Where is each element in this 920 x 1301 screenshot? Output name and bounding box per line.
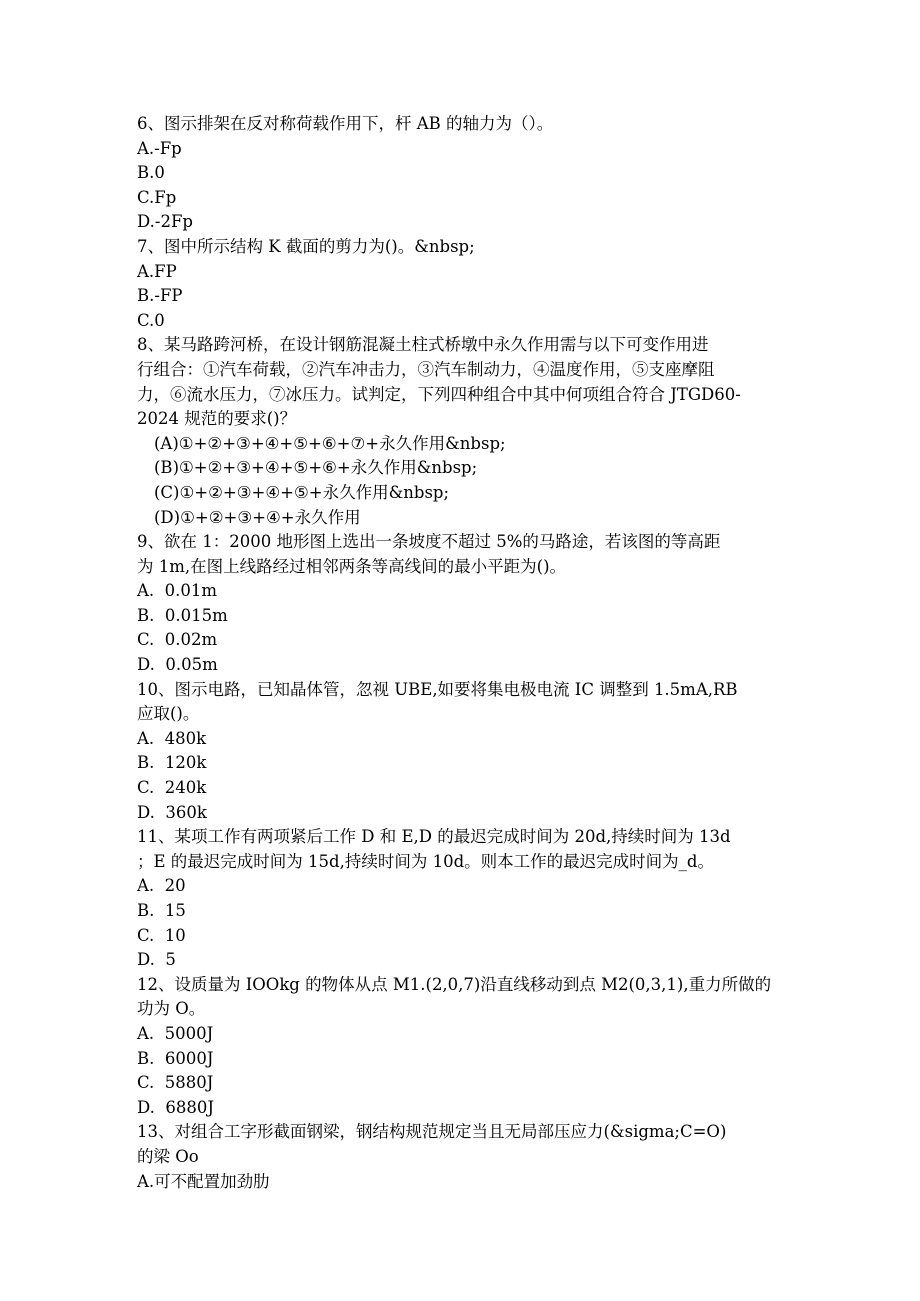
text-line: (C)①+②+③+④+⑤+永久作用&nbsp; [154, 482, 450, 502]
text-line: A.可不配置加劲肋 [137, 1171, 270, 1191]
text-line: 为 1m,在图上线路经过相邻两条等高线间的最小平距为()。 [137, 556, 567, 576]
text-line: A. 0.01m [137, 581, 218, 601]
text-line: B. 0.015m [137, 605, 228, 625]
text-line: B.-FP [137, 286, 183, 306]
text-line: C. 240k [137, 778, 207, 798]
document-body [137, 112, 787, 1194]
text-line: 8、某马路跨河桥，在设计钢筋混凝土柱式桥墩中永久作用需与以下可变作用进 [137, 335, 709, 355]
text-line: 6、图示排架在反对称荷载作用下，杆 AB 的轴力为（）。 [137, 114, 554, 133]
text-line: B. 6000J [137, 1048, 214, 1068]
text-line: C. 0.02m [137, 630, 218, 650]
text-line: A.-Fp [137, 138, 182, 158]
text-line: 的梁 Oo [137, 1146, 199, 1166]
text-line: A. 480k [137, 728, 207, 748]
text-line: 13、对组合工字形截面钢梁，钢结构规范规定当且无局部压应力(&sigma;C=O) [137, 1122, 727, 1142]
text-line: D. 6880J [137, 1097, 214, 1117]
text-line: (B)①+②+③+④+⑤+⑥+永久作用&nbsp; [154, 458, 478, 478]
text-line: (A)①+②+③+④+⑤+⑥+⑦+永久作用&nbsp; [154, 433, 506, 453]
text-line: 9、欲在 1：2000 地形图上选出一条坡度不超过 5%的马路途，若该图的等高距 [137, 532, 721, 552]
text-line: C.Fp [137, 187, 177, 207]
text-line: C. 5880J [137, 1073, 214, 1093]
text-line: D. 0.05m [137, 655, 218, 675]
text-line: A. 20 [137, 876, 186, 896]
text-line: 应取()。 [137, 704, 200, 724]
text-line: A. 5000J [137, 1023, 214, 1043]
text-line: (D)①+②+③+④+永久作用 [154, 507, 361, 527]
text-line: 12、设质量为 IOOkg 的物体从点 M1.(2,0,7)沿直线移动到点 M2(0,3,1),重力所做的 [137, 974, 772, 994]
text-line: 11、某项工作有两项紧后工作 D 和 E,D 的最迟完成时间为 20d,持续时间为 13d [137, 827, 731, 847]
text-line: 7、图中所示结构 K 截面的剪力为()。&nbsp; [137, 236, 475, 256]
text-line: B. 15 [137, 901, 186, 920]
text-line: B.0 [137, 163, 165, 183]
text-line: 2024 规范的要求()？ [137, 409, 297, 429]
text-line: D. 5 [137, 950, 176, 970]
text-line: 10、图示电路，已知晶体管，忽视 UBE,如要将集电极电流 IC 调整到 1.5mA,RB [137, 679, 738, 699]
text-line: D.-2Fp [137, 212, 193, 232]
text-line: C. 10 [137, 925, 186, 945]
text-line: D. 360k [137, 802, 207, 822]
text-line: 功为 O。 [137, 999, 206, 1019]
text-line: ；E 的最迟完成时间为 15d,持续时间为 10d。则本工作的最迟完成时间为_d。 [137, 851, 714, 871]
text-line: B. 120k [137, 753, 207, 773]
text-line: 力，⑥流水压力，⑦冰压力。试判定，下列四种组合中其中何项组合符合 JTGD60- [137, 384, 741, 404]
text-line: A.FP [137, 261, 177, 281]
text-line: 行组合：①汽车荷载，②汽车冲击力，③汽车制动力，④温度作用，⑤支座摩阻 [137, 359, 715, 379]
text-line: C.0 [137, 310, 165, 330]
